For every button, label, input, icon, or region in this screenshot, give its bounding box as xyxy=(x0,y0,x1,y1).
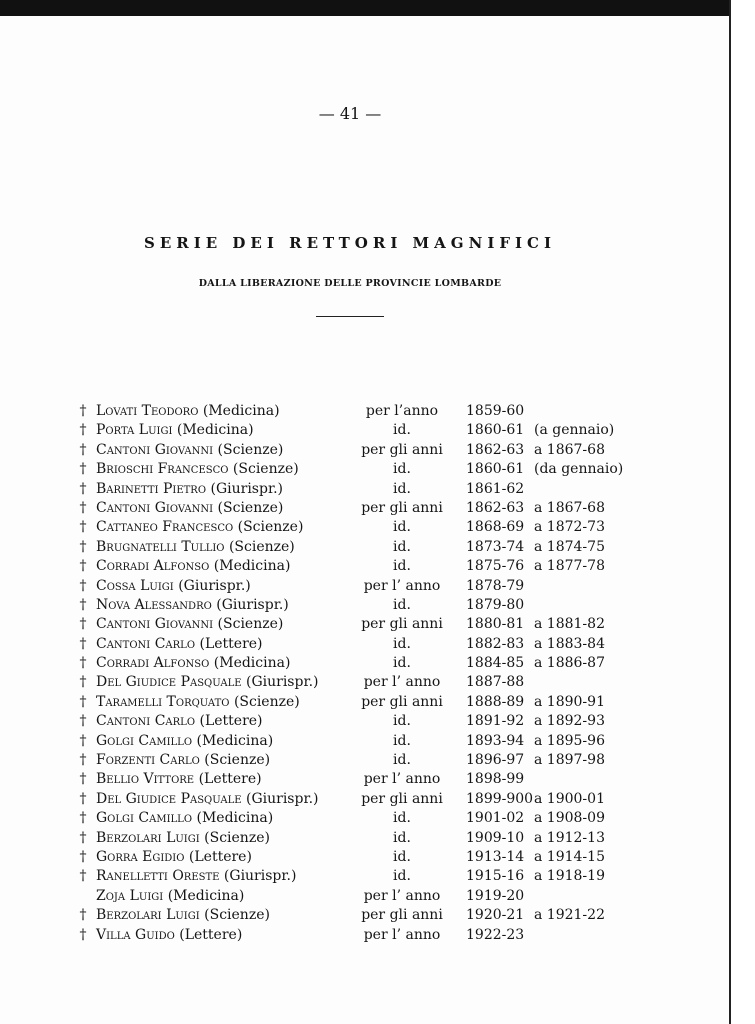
deceased-cross-icon: † xyxy=(79,441,87,458)
list-item xyxy=(76,421,706,440)
end-year-note: a 1897-98 xyxy=(534,752,605,769)
scan-top-border xyxy=(0,0,755,16)
rector-faculty: (Scienze) xyxy=(228,538,295,555)
list-item xyxy=(76,829,706,848)
rector-name xyxy=(96,790,319,809)
rector-faculty: (Scienze) xyxy=(217,616,284,633)
rector-given-name: Tullio xyxy=(181,538,225,555)
rector-given-name: Pietro xyxy=(162,480,207,497)
end-year-note: a 1895-96 xyxy=(534,732,605,749)
rector-name xyxy=(96,926,242,945)
term-label: per l’ anno xyxy=(363,577,441,594)
list-item xyxy=(76,887,706,906)
list-item xyxy=(76,402,706,421)
start-year: 1899-900 xyxy=(466,790,534,807)
deceased-cross-icon: † xyxy=(79,577,87,594)
term-label: id. xyxy=(393,480,411,497)
rector-name xyxy=(96,887,244,906)
start-year: 1913-14 xyxy=(466,848,525,865)
rector-name xyxy=(96,712,263,731)
rector-given-name: Egidio xyxy=(142,848,185,865)
rector-surname: Ranelletti xyxy=(96,868,168,885)
list-item xyxy=(76,596,706,615)
rectors-list xyxy=(76,402,706,945)
deceased-cross-icon: † xyxy=(79,499,87,516)
rector-given-name: Giovanni xyxy=(154,616,214,633)
term-label: id. xyxy=(393,868,411,885)
deceased-cross-icon: † xyxy=(79,907,87,924)
end-year-note: a 1872-73 xyxy=(534,519,605,536)
term-label: per l’ anno xyxy=(363,771,441,788)
start-year: 1920-21 xyxy=(466,907,525,924)
end-year-note: a 1883-84 xyxy=(534,635,605,652)
deceased-cross-icon: † xyxy=(79,519,87,536)
rector-faculty: (Lettere) xyxy=(198,771,262,788)
deceased-cross-icon: † xyxy=(79,829,87,846)
term-label: per l’ anno xyxy=(363,674,441,691)
deceased-cross-icon: † xyxy=(79,558,87,575)
rector-surname: Berzolari xyxy=(96,907,162,924)
rector-name xyxy=(96,693,300,712)
deceased-cross-icon: † xyxy=(79,480,87,497)
start-year: 1901-02 xyxy=(466,810,525,827)
deceased-cross-icon: † xyxy=(79,771,87,788)
start-year: 1862-63 xyxy=(466,499,525,516)
rector-given-name: Giovanni xyxy=(154,441,214,458)
term-label: id. xyxy=(393,519,411,536)
start-year: 1887-88 xyxy=(466,674,525,691)
term-label: per gli anni xyxy=(361,790,443,807)
rector-name xyxy=(96,867,296,886)
rector-name xyxy=(96,460,299,479)
start-year: 1888-89 xyxy=(466,693,525,710)
start-year: 1922-23 xyxy=(466,926,525,943)
rector-given-name: Alessandro xyxy=(134,596,212,613)
rector-name xyxy=(96,499,283,518)
rector-surname: Zoja xyxy=(96,887,126,904)
end-year-note: a 1908-09 xyxy=(534,810,605,827)
list-item xyxy=(76,732,706,751)
term-label: id. xyxy=(393,538,411,555)
deceased-cross-icon: † xyxy=(79,848,87,865)
deceased-cross-icon: † xyxy=(79,655,87,672)
rector-faculty: (Lettere) xyxy=(199,635,263,652)
rector-surname: Cantoni xyxy=(96,499,151,516)
rector-surname: Gorra xyxy=(96,848,138,865)
deceased-cross-icon: † xyxy=(79,616,87,633)
rector-faculty: (Medicina) xyxy=(196,810,274,827)
list-item xyxy=(76,441,706,460)
rector-faculty: (Scienze) xyxy=(233,693,300,710)
end-year-note: a 1918-19 xyxy=(534,868,605,885)
term-label: per l’anno xyxy=(365,403,439,419)
list-item xyxy=(76,654,706,673)
rector-faculty: (Lettere) xyxy=(188,848,252,865)
rector-name xyxy=(96,829,270,848)
start-year: 1868-69 xyxy=(466,519,525,536)
end-year-note: (a gennaio) xyxy=(534,422,615,439)
start-year: 1919-20 xyxy=(466,887,525,904)
rector-surname: Berzolari xyxy=(96,829,162,846)
start-year: 1879-80 xyxy=(466,596,525,613)
rector-given-name: Camillo xyxy=(138,732,193,749)
rector-faculty: (Lettere) xyxy=(199,713,263,730)
rector-surname: Cantoni xyxy=(96,635,151,652)
document-page xyxy=(0,16,728,1024)
rector-given-name: Torquato xyxy=(166,693,230,710)
start-year: 1882-83 xyxy=(466,635,525,652)
deceased-cross-icon: † xyxy=(79,635,87,652)
end-year-note: a 1912-13 xyxy=(534,829,605,846)
rector-faculty: (Giurispr.) xyxy=(178,577,251,594)
rector-surname: Bellio xyxy=(96,771,140,788)
rector-name xyxy=(96,770,262,789)
deceased-cross-icon: † xyxy=(79,868,87,885)
page-number: — 41 — xyxy=(318,104,382,123)
end-year-note: a 1890-91 xyxy=(534,693,605,710)
rector-surname: Cantoni xyxy=(96,713,151,730)
deceased-cross-icon: † xyxy=(79,752,87,769)
page-subtitle: DALLA LIBERAZIONE DELLE PROVINCIE LOMBARDE xyxy=(198,278,502,289)
start-year: 1896-97 xyxy=(466,752,525,769)
rector-name xyxy=(96,421,254,440)
rector-surname: Golgi xyxy=(96,732,134,749)
list-item xyxy=(76,557,706,576)
term-label: id. xyxy=(393,461,411,478)
scan-right-edge xyxy=(729,0,755,1024)
deceased-cross-icon: † xyxy=(79,926,87,943)
rector-given-name: Luigi xyxy=(166,829,200,846)
end-year-note: (da gennaio) xyxy=(534,461,624,478)
rector-name xyxy=(96,751,270,770)
deceased-cross-icon: † xyxy=(79,693,87,710)
start-year: 1875-76 xyxy=(466,558,525,575)
list-item xyxy=(76,577,706,596)
term-label: id. xyxy=(393,752,411,769)
rector-surname: Cossa xyxy=(96,577,136,594)
list-item xyxy=(76,460,706,479)
term-label: id. xyxy=(393,713,411,730)
start-year: 1860-61 xyxy=(466,461,525,478)
rector-name xyxy=(96,480,283,499)
page-title: SERIE DEI RETTORI MAGNIFICI xyxy=(144,234,556,252)
deceased-cross-icon: † xyxy=(79,713,87,730)
rector-name xyxy=(96,673,319,692)
rector-surname: Brugnatelli xyxy=(96,538,177,555)
start-year: 1860-61 xyxy=(466,422,525,439)
start-year: 1884-85 xyxy=(466,655,525,672)
term-label: per gli anni xyxy=(361,907,443,924)
list-item xyxy=(76,499,706,518)
rector-given-name: Vittore xyxy=(143,771,195,788)
rector-name xyxy=(96,557,290,576)
rector-faculty: (Medicina) xyxy=(213,655,291,672)
rector-name xyxy=(96,596,289,615)
rector-surname: Corradi xyxy=(96,655,150,672)
start-year: 1893-94 xyxy=(466,732,525,749)
term-label: id. xyxy=(393,422,411,439)
deceased-cross-icon: † xyxy=(79,403,87,419)
start-year: 1915-16 xyxy=(466,868,525,885)
rector-surname: Del Giudice xyxy=(96,790,177,807)
list-item xyxy=(76,480,706,499)
start-year: 1873-74 xyxy=(466,538,525,555)
rector-surname: Corradi xyxy=(96,558,150,575)
deceased-cross-icon: † xyxy=(79,422,87,439)
term-label: id. xyxy=(393,810,411,827)
rector-faculty: (Medicina) xyxy=(167,887,245,904)
rector-faculty: (Scienze) xyxy=(204,829,270,846)
rector-given-name: Luigi xyxy=(140,577,174,594)
term-label: per l’ anno xyxy=(363,926,441,943)
end-year-note: a 1867-68 xyxy=(534,499,605,516)
end-year-note: a 1881-82 xyxy=(534,616,605,633)
term-label: id. xyxy=(393,848,411,865)
rector-faculty: (Lettere) xyxy=(179,926,243,943)
deceased-cross-icon: † xyxy=(79,790,87,807)
rector-faculty: (Scienze) xyxy=(204,752,271,769)
end-year-note: a 1921-22 xyxy=(534,907,605,924)
start-year: 1862-63 xyxy=(466,441,525,458)
start-year: 1898-99 xyxy=(466,771,525,788)
rector-surname: Golgi xyxy=(96,810,134,827)
start-year: 1878-79 xyxy=(466,577,525,594)
title-divider xyxy=(316,316,384,317)
rector-given-name: Pasquale xyxy=(180,674,242,691)
rector-name xyxy=(96,577,251,596)
rector-surname: Lovati xyxy=(96,403,138,419)
rector-faculty: (Medicina) xyxy=(213,558,291,575)
rector-given-name: Luigi xyxy=(166,907,200,924)
rector-surname: Taramelli xyxy=(96,693,163,710)
term-label: per gli anni xyxy=(361,499,443,516)
deceased-cross-icon: † xyxy=(79,674,87,691)
start-year: 1891-92 xyxy=(466,713,525,730)
rector-surname: Nova xyxy=(96,596,131,613)
list-item xyxy=(76,712,706,731)
rector-given-name: Camillo xyxy=(138,810,193,827)
term-label: id. xyxy=(393,655,411,672)
rector-faculty: (Giurispr.) xyxy=(210,480,284,497)
term-label: id. xyxy=(393,829,411,846)
rector-surname: Porta xyxy=(96,422,135,439)
rector-given-name: Carlo xyxy=(159,752,200,769)
start-year: 1861-62 xyxy=(466,480,525,497)
list-item xyxy=(76,867,706,886)
rector-name xyxy=(96,441,283,460)
rector-given-name: Carlo xyxy=(154,635,196,652)
rector-name xyxy=(96,906,270,925)
rector-faculty: (Giurispr.) xyxy=(246,674,319,691)
deceased-cross-icon: † xyxy=(79,538,87,555)
deceased-cross-icon: † xyxy=(79,810,87,827)
deceased-cross-icon: † xyxy=(79,596,87,613)
rector-name xyxy=(96,538,295,557)
end-year-note: a 1914-15 xyxy=(534,848,605,865)
rector-faculty: (Giurispr.) xyxy=(216,596,289,613)
rector-faculty: (Giurispr.) xyxy=(246,790,319,807)
rector-given-name: Luigi xyxy=(138,422,173,439)
rector-surname: Cattaneo xyxy=(96,519,158,536)
rector-faculty: (Medicina) xyxy=(176,422,254,439)
term-label: per gli anni xyxy=(361,441,443,458)
rector-name xyxy=(96,732,273,751)
rector-faculty: (Scienze) xyxy=(204,907,270,924)
rector-surname: Cantoni xyxy=(96,616,151,633)
list-item xyxy=(76,673,706,692)
list-item xyxy=(76,790,706,809)
list-item xyxy=(76,926,706,945)
rector-name xyxy=(96,654,290,673)
rector-given-name: Oreste xyxy=(172,868,220,885)
term-label: id. xyxy=(393,596,411,613)
rector-given-name: Alfonso xyxy=(153,558,210,575)
rector-given-name: Francesco xyxy=(157,461,229,478)
term-label: id. xyxy=(393,558,411,575)
rector-given-name: Teodoro xyxy=(141,403,199,419)
rector-faculty: (Medicina) xyxy=(196,732,274,749)
rector-given-name: Carlo xyxy=(154,713,196,730)
rector-given-name: Francesco xyxy=(162,519,234,536)
rector-surname: Cantoni xyxy=(96,441,151,458)
end-year-note: a 1886-87 xyxy=(534,655,605,672)
rector-faculty: (Scienze) xyxy=(217,499,284,516)
list-item xyxy=(76,906,706,925)
list-item xyxy=(76,538,706,557)
rector-faculty: (Scienze) xyxy=(232,461,299,478)
rector-faculty: (Scienze) xyxy=(237,519,304,536)
rector-given-name: Alfonso xyxy=(153,655,210,672)
end-year-note: a 1874-75 xyxy=(534,538,605,555)
rector-faculty: (Giurispr.) xyxy=(223,868,297,885)
start-year: 1909-10 xyxy=(466,829,525,846)
rector-surname: Barinetti xyxy=(96,480,159,497)
end-year-note: a 1867-68 xyxy=(534,441,605,458)
term-label: id. xyxy=(393,635,411,652)
list-item xyxy=(76,635,706,654)
rector-faculty: (Medicina) xyxy=(202,403,280,419)
rector-surname: Brioschi xyxy=(96,461,154,478)
rector-surname: Del Giudice xyxy=(96,674,177,691)
term-label: per gli anni xyxy=(361,616,443,633)
list-item xyxy=(76,518,706,537)
rector-name xyxy=(96,518,303,537)
rector-given-name: Pasquale xyxy=(180,790,242,807)
rector-name xyxy=(96,402,280,421)
rector-given-name: Luigi xyxy=(129,887,164,904)
end-year-note: a 1900-01 xyxy=(534,790,605,807)
deceased-cross-icon: † xyxy=(79,461,87,478)
rector-surname: Forzenti xyxy=(96,752,156,769)
end-year-note: a 1892-93 xyxy=(534,713,605,730)
end-year-note: a 1877-78 xyxy=(534,558,605,575)
list-item xyxy=(76,848,706,867)
list-item xyxy=(76,770,706,789)
list-item xyxy=(76,809,706,828)
start-year: 1859-60 xyxy=(466,403,525,419)
rector-name xyxy=(96,809,273,828)
deceased-cross-icon: † xyxy=(79,732,87,749)
term-label: per gli anni xyxy=(361,693,443,710)
rector-name xyxy=(96,848,252,867)
start-year: 1880-81 xyxy=(466,616,525,633)
term-label: id. xyxy=(393,732,411,749)
term-label: per l’ anno xyxy=(363,887,441,904)
rector-surname: Villa xyxy=(96,926,131,943)
rector-name xyxy=(96,635,263,654)
list-item xyxy=(76,751,706,770)
rector-faculty: (Scienze) xyxy=(217,441,284,458)
list-item xyxy=(76,693,706,712)
rector-given-name: Guido xyxy=(135,926,175,943)
rector-name xyxy=(96,615,283,634)
rector-given-name: Giovanni xyxy=(154,499,214,516)
list-item xyxy=(76,615,706,634)
